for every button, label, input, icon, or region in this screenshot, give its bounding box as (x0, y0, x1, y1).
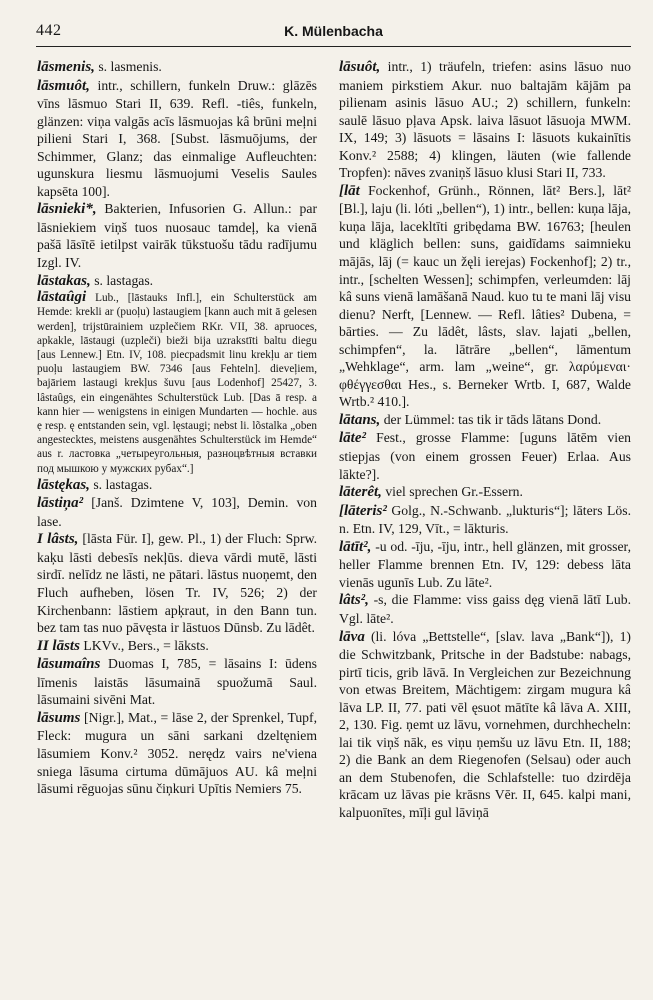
dictionary-entry (37, 290, 317, 476)
dictionary-entry (37, 77, 317, 201)
entry-text: -s, die Flamme: viss gaiss dęg vienā lātī Lub. Vgl. lāte². (339, 592, 631, 626)
dictionary-entry (339, 591, 631, 627)
page-header (36, 22, 631, 47)
entry-text: intr., 1) träufeln, triefen: asins lāsuo nuo maniem pirkstiem Akur. nuo baltajām kājām pa pilienam asinis lāsuo AU.; 2) schillern, funkeln: saulē lāsuo pļava Apsk. laiva lāsuot lāsuoja MWM. IX, 149; 3) lāsuots = lāsains I: lāsuots kukainītis Konv.² 2588; 4) klingen, läuten (wie fallende Tropfen): nāves zvaniņš lāsuo klusi Stari II, 733. (339, 59, 631, 181)
entry-text: (li. lóva „Bettstelle“, [slav. lava „Bank“]), 1) die Schwitzbank, Pritsche in der Badstube: nabags, pirtī ticis, grib lāvā. In Vergleichen zur Bezeichnung von etwas Breitem, Mächtigem: zirgam mugura kâ lāva LP. II, 77. pati vēl ęsuot mātīte kâ lāva A. XIII, 2, 130. Fig. ņemt uz lāvu, vornehmen, durchhecheln: lai tik viņš nāk, es viņu ņemšu uz lāvu Etn. II, 188; 2) die Bank an dem Riegenofen (Selsau) oder auch an dem Stubenofen, die Schlafstelle: tuo dzirdēja krācam uz lāvas pie krāsns Vēr. II, 645. kalpi mani, kalpuonītes, mīļi gul lāviņā (339, 628, 631, 820)
dictionary-entry (37, 655, 317, 709)
entry-text: Fest., grosse Flamme: [uguns lātēm vien stiepjas (von einem grossen Feuer) Erlaa. Aus lākte?]. (339, 430, 631, 482)
left-column (37, 58, 317, 798)
entry-text: s. lasmenis. (94, 59, 162, 74)
entry-headword: lāsumaîns (37, 656, 101, 673)
entry-headword: lāva (339, 628, 365, 645)
page-number: 442 (36, 22, 62, 39)
entry-text: [lāsta Für. I], gew. Pl., 1) der Fluch: Sprw. kaķu lāsti debesīs nekļūs. dieva vārdi mutē, lāsti sirdī. nelīdz ne lāsti, ne pātari. lāstus nuoņemt, den Fluch aufheben, lösen Tr. IV, 526; 2) der Kirchenbann: lāstiem apķraut, in den Bann tun. bez tam tas nuo pāvęsta ir lāstuos Dūnsb. Zu lādêt. (37, 531, 317, 636)
entry-headword: lāstiņa² (37, 495, 84, 512)
entry-headword: I lâsts, (37, 531, 79, 548)
entry-text: Lub., [lāstauks Infl.], ein Schulterstück am Hemde: krekli ar (puoļu) lastaugiem [kann auch mit ā gelesen werden], trijstūrainiem uzplečiem RKr. VII, 38. apruoces, apkakle, lāstaugi (uzpleči) bieži bija uzrakstīti baltu diegu [aus Lennew.] Etn. IV, 108. piecpadsmit linu krekļu ar tiem puoļu lastaugiem BW. 7346 [aus Fehteln]. dieveļiem, bajāriem lastaugi krekļus šuvu [aus Lodenhof] 25427, 3. lâstaûgs, ein eingenähtes Schulterstück Lub. [Das ā resp. a kann hier — wenigstens in einigen Mundarten — hochle. aus ẹ resp. ę entstanden sein, vgl. lęstaugi; nebst li. lõstalka „oben angestecktes, meistens ausgenähtes Schulterstück im Hemde“ aus r. ластовка „четыреугольныя, разноцвѣтныя вставки под мышкою у мужских рубах“.] (37, 292, 317, 475)
entry-headword: lāsmenis, (37, 59, 95, 75)
entry-headword: lāte² (339, 430, 366, 447)
entry-text: Bakterien, Infusorien G. Allun.: par lāsniekiem viņš tuos nuosauc tamdeļ, ka vienā pašā lāsītē ietilpst vairāk tūkstuošu tādu radījumu Izgl. IV. (37, 201, 317, 271)
entry-text: [Nigr.], Mat., = lāse 2, der Sprenkel, Tupf, Fleck: mugura un sāni sarkani dzeltęniem lāsumiem Konv.² 3052. nerędz vairs ne'viena sniega lāsuma cirtuma dūmājuos AU. kâ meļni lāsumi rēguojas sūnu čiņkuri Upītis Nemiers 75. (37, 709, 317, 797)
entry-headword: lâts², (339, 592, 369, 609)
entry-text: viel sprechen Gr.-Essern. (381, 484, 523, 500)
entry-headword: lāsums (37, 709, 81, 726)
dictionary-entry (339, 502, 631, 538)
entry-headword: lāterêt, (339, 484, 382, 501)
entry-headword: lāsuôt, (339, 59, 381, 75)
dictionary-entry (37, 272, 317, 291)
entry-headword: [lāt (339, 182, 360, 199)
dictionary-entry (339, 182, 631, 411)
entry-text: intr., schillern, funkeln Druw.: glāzēs vīns lāsmuo Stari II, 639. Refl. -tiês, funkeln, glänzen: viņa valgās acīs lāsmuojas kâ brūni meļni pilieni Stari I, 368. [Subst. lāsmuōjums, der Schimmer, Glanz; das einmalige Aufleuchten: ugunskura liesmu lāsmuojumi Veselis Saules kapsēta 100]. (37, 77, 317, 199)
dictionary-entry (339, 58, 631, 182)
entry-text: LKVv., Bers., = lāksts. (79, 637, 209, 653)
entry-headword: lāstakas, (37, 272, 91, 289)
entry-text: [Janš. Dzimtene V, 103], Demin. von lase. (37, 495, 317, 529)
dictionary-entry (339, 538, 631, 592)
entry-headword: lāstaûgi (37, 289, 87, 306)
dictionary-entry (339, 411, 631, 430)
entry-headword: lātīt², (339, 538, 372, 555)
dictionary-entry (339, 429, 631, 483)
dictionary-entry (339, 628, 631, 822)
entry-headword: II lāsts (37, 637, 80, 654)
entry-headword: lātans, (339, 411, 381, 428)
entry-text: Fockenhof, Grünh., Rönnen, lāt² Bers.], lāt² [Bl.], laju (li. lóti „bellen“), 1) intr., bellen: kuņa lāja, kuņa lāja, lacekltīti gribędama BW. 16763; [heulen und kläglich bellen: suns, gaidīdams saimnieku mājās, lāj (= kauc un žęli ierejas) Fockenhof]; 2) tr., intr., [schelten Wessen]; schimpfen, verleumden: lāj kâ suns vienā lamāšanā Naud. kuo tu te mani lāj visu dienu? Nerft, [Lennew. — Refl. lâties² Dubena, = bārties. — Zu lādêt, lâsts, slav. lajati „bellen, schimpfen“, la. lātrāre „bellen“, lāmentum „Wehklage“, arm. lam „weine“, gr. λαρύμεναι· φθέγγεσθαι Hes., s. Berneker Wrtb. I, 687, Walde Wrtb.² 410.]. (339, 182, 631, 410)
dictionary-entry (37, 200, 317, 271)
entry-text: s. lastagas. (90, 272, 154, 288)
entry-headword: lāstękas, (37, 476, 90, 493)
entry-headword: lāsmuôt, (37, 77, 90, 94)
entry-text: s. lastagas. (89, 476, 153, 492)
entry-headword: lāsnieki*, (37, 201, 97, 218)
entry-headword: [lāteris² (339, 502, 387, 519)
dictionary-entry (37, 709, 317, 798)
dictionary-entry (339, 483, 631, 502)
entry-text: der Lümmel: tas tik ir tāds lātans Dond. (380, 411, 602, 427)
dictionary-entry (37, 476, 317, 495)
dictionary-entry (37, 530, 317, 636)
entry-text: Golg., N.-Schwanb. „lukturis“]; lāters Lös. n. Etn. IV, 129, Vīt., = lākturis. (339, 502, 631, 537)
dictionary-entry (37, 58, 317, 77)
right-column (339, 58, 631, 822)
dictionary-entry (37, 637, 317, 656)
running-title: K. Mülenbacha (284, 23, 383, 39)
entry-text: Duomas I, 785, = lāsains I: ūdens līmenis laistās lāsumainā spuožumā Saul. lāsumaini sivēni Mat. (37, 656, 317, 708)
dictionary-entry (37, 494, 317, 530)
entry-text: -u od. -īju, -īju, intr., hell glänzen, mit grosser, heller Flamme brennen Etn. IV, 129: debess lāta vienās ugunīs Lub. Zu lāte². (339, 538, 631, 590)
